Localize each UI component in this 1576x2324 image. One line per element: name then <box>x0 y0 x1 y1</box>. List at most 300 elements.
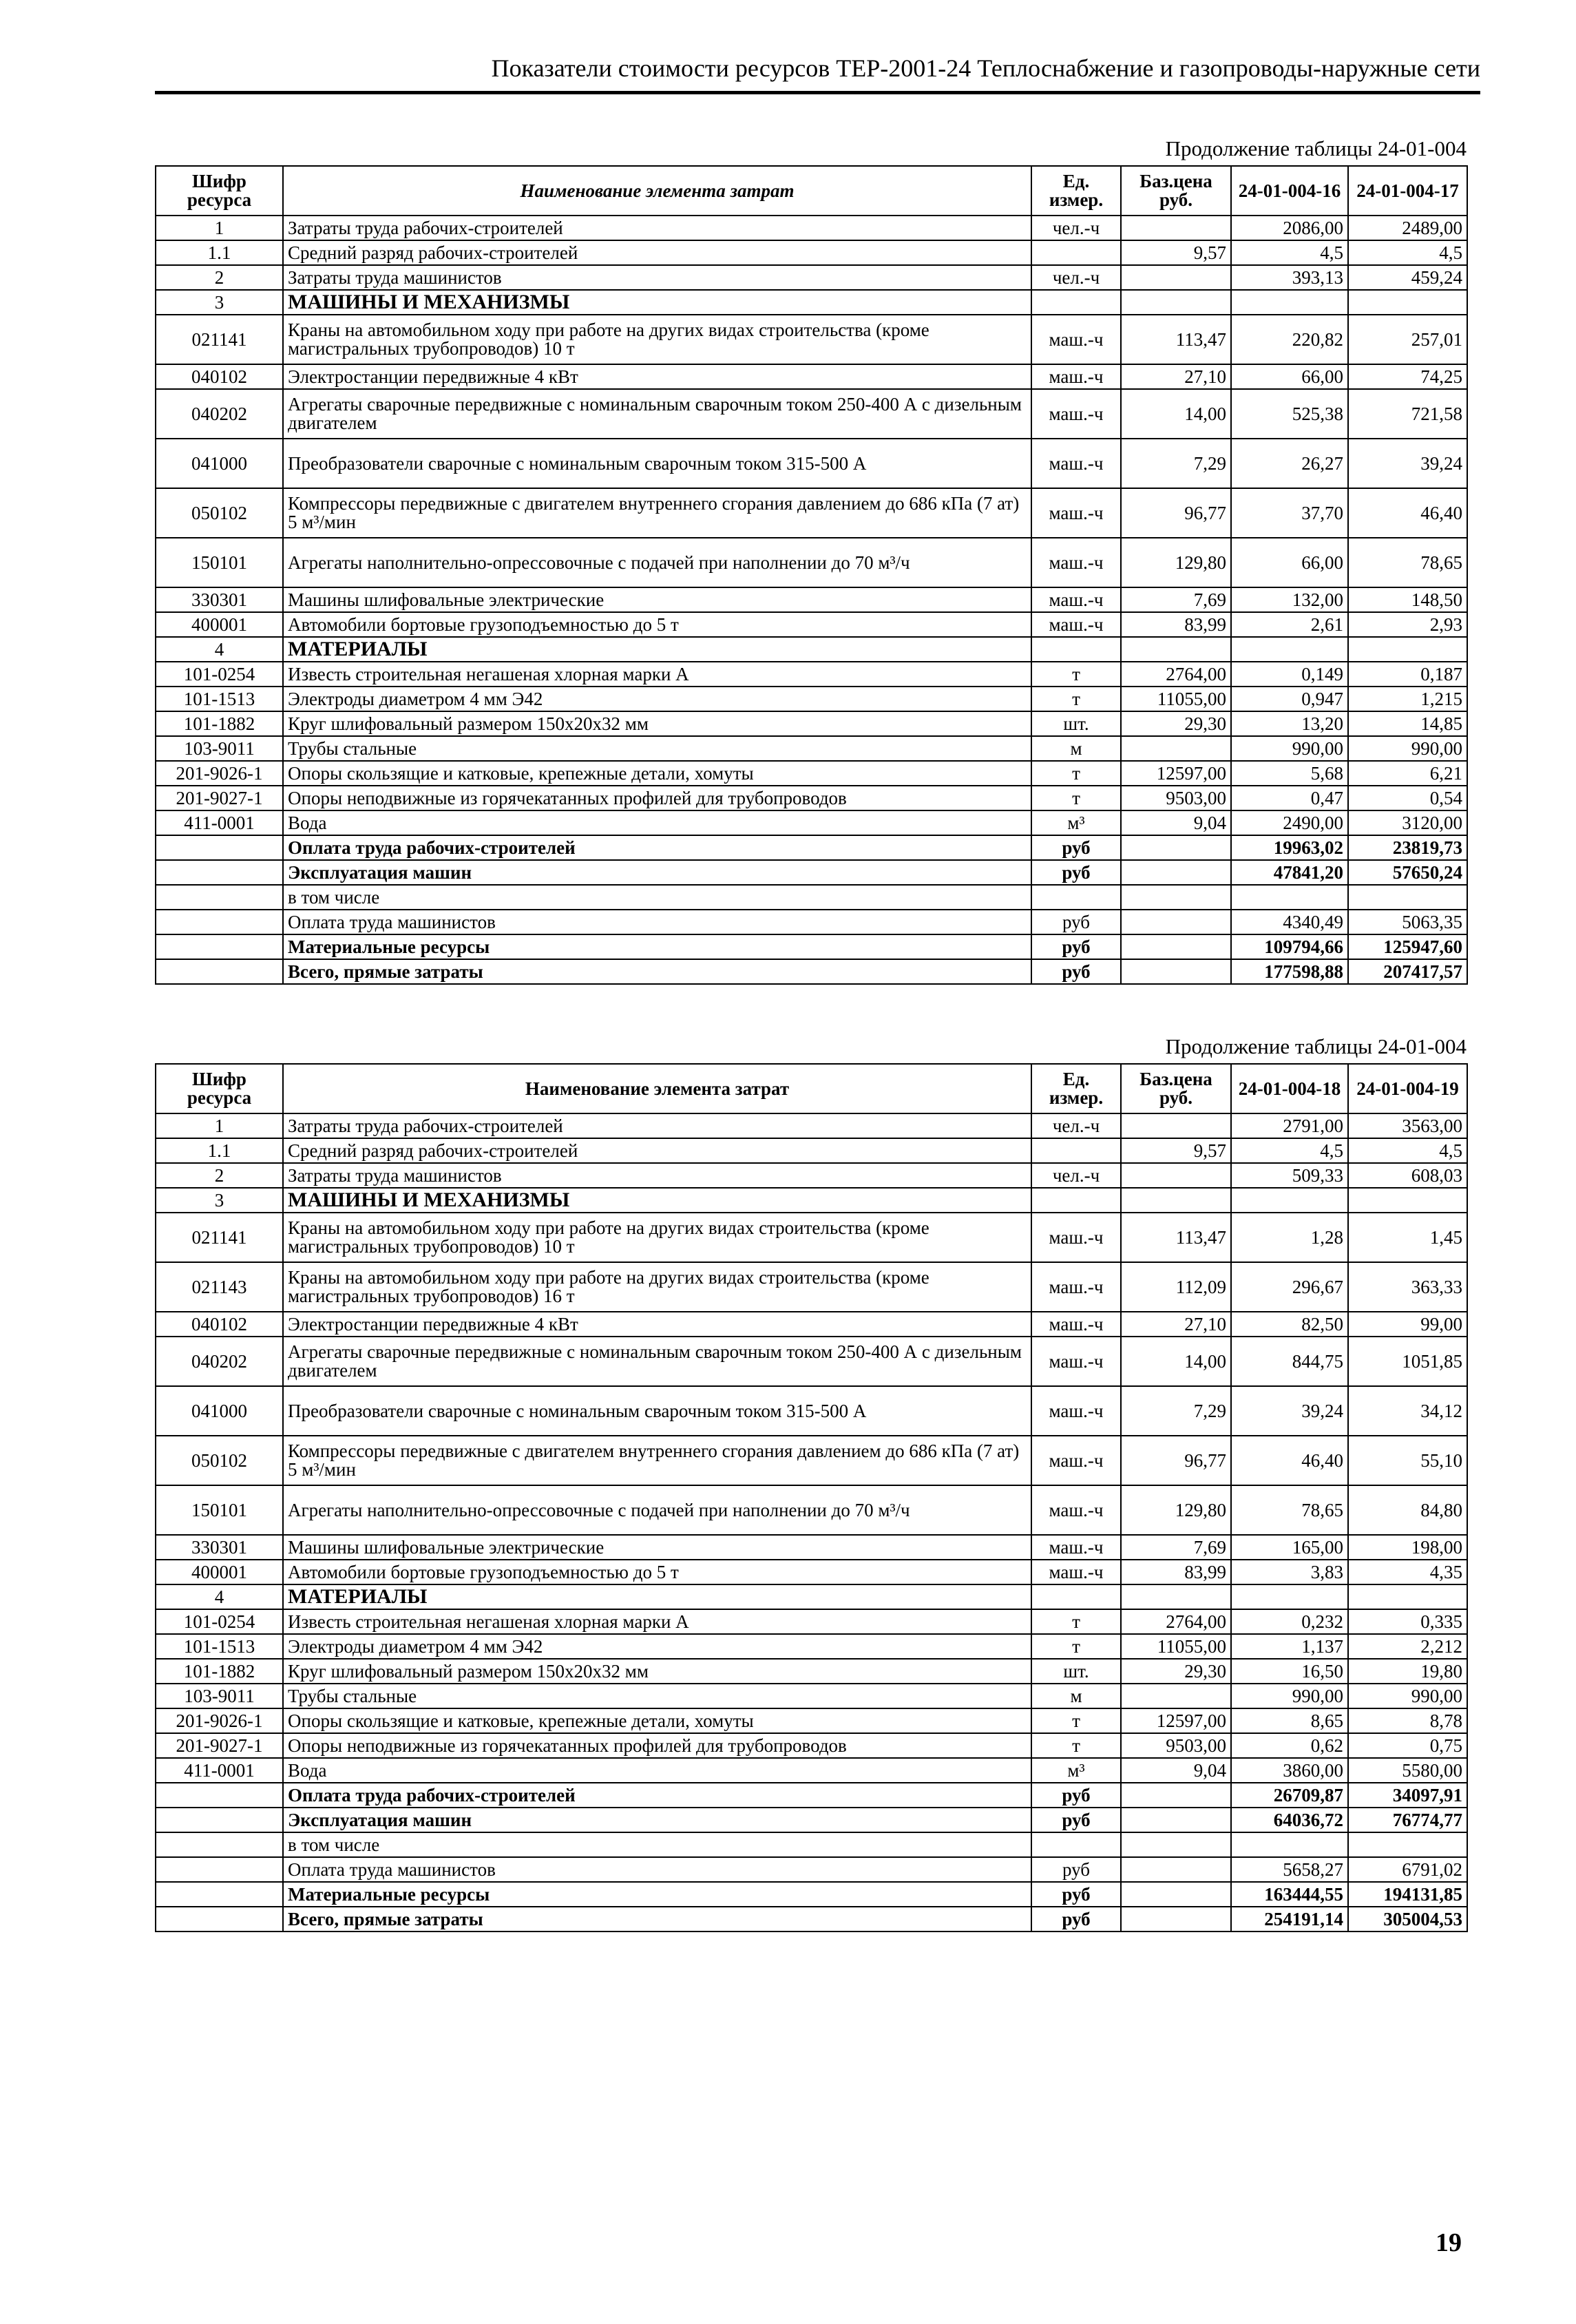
table-row <box>156 439 1467 488</box>
norm-value-cell: 47841,20 <box>1231 860 1348 885</box>
unit-cell: т <box>1031 1733 1121 1758</box>
unit-cell <box>1031 1138 1121 1163</box>
norm-value-cell: 76774,77 <box>1348 1808 1467 1832</box>
norm-value-cell: 74,25 <box>1348 364 1467 389</box>
unit-cell: т <box>1031 687 1121 711</box>
resource-name-cell: Опоры неподвижные из горячекатанных профилей для трубопроводов <box>283 1733 1031 1758</box>
base-price-cell <box>1121 1684 1231 1708</box>
unit-cell: руб <box>1031 1857 1121 1882</box>
base-price-cell: 9,57 <box>1121 240 1231 265</box>
resource-code-cell: 041000 <box>156 1386 283 1436</box>
norm-value-cell: 5658,27 <box>1231 1857 1348 1882</box>
summary-row <box>156 1907 1467 1932</box>
base-price-cell: 2764,00 <box>1121 662 1231 687</box>
norm-value-cell: 26709,87 <box>1231 1783 1348 1808</box>
base-price-cell: 83,99 <box>1121 1560 1231 1584</box>
resource-name-cell: Краны на автомобильном ходу при работе на других видах строительства (кроме магистральных трубопроводов) 16 т <box>283 1262 1031 1312</box>
section-row <box>156 1188 1467 1213</box>
base-price-cell: 29,30 <box>1121 711 1231 736</box>
col-header-price: Баз.цена руб. <box>1121 1064 1231 1113</box>
norm-value-cell <box>1231 885 1348 910</box>
norm-value-cell: 4,5 <box>1348 240 1467 265</box>
table-row <box>156 538 1467 587</box>
resource-name-cell: Автомобили бортовые грузоподъемностью до 5 т <box>283 612 1031 637</box>
resource-table-1 <box>155 165 1468 985</box>
norm-value-cell: 84,80 <box>1348 1485 1467 1535</box>
unit-cell: т <box>1031 1609 1121 1634</box>
resource-code-cell: 050102 <box>156 488 283 538</box>
norm-value-cell: 2489,00 <box>1348 216 1467 240</box>
table-row <box>156 736 1467 761</box>
unit-cell: маш.-ч <box>1031 1213 1121 1262</box>
resource-name-cell: МАТЕРИАЛЫ <box>283 1584 1031 1609</box>
resource-name-cell: Компрессоры передвижные с двигателем внутреннего сгорания давлением до 686 кПа (7 ат) 5 м³/мин <box>283 488 1031 538</box>
norm-value-cell: 990,00 <box>1231 736 1348 761</box>
resource-name-cell: Электростанции передвижные 4 кВт <box>283 364 1031 389</box>
unit-cell: м³ <box>1031 1758 1121 1783</box>
resource-name-cell: Средний разряд рабочих-строителей <box>283 1138 1031 1163</box>
unit-cell <box>1031 1584 1121 1609</box>
resource-code-cell: 150101 <box>156 538 283 587</box>
resource-name-cell: Электроды диаметром 4 мм Э42 <box>283 1634 1031 1659</box>
resource-code-cell: 330301 <box>156 1535 283 1560</box>
resource-name-cell: Эксплуатация машин <box>283 1808 1031 1832</box>
base-price-cell <box>1121 736 1231 761</box>
norm-value-cell: 3563,00 <box>1348 1113 1467 1138</box>
base-price-cell <box>1121 885 1231 910</box>
base-price-cell: 29,30 <box>1121 1659 1231 1684</box>
unit-cell <box>1031 1188 1121 1213</box>
table-1-caption: Продолжение таблицы 24-01-004 <box>1165 136 1467 160</box>
resource-code-cell: 411-0001 <box>156 1758 283 1783</box>
table-row <box>156 1634 1467 1659</box>
table-row <box>156 1138 1467 1163</box>
resource-code-cell: 103-9011 <box>156 736 283 761</box>
table-row <box>156 1113 1467 1138</box>
resource-name-cell: Компрессоры передвижные с двигателем внутреннего сгорания давлением до 686 кПа (7 ат) 5 м³/мин <box>283 1436 1031 1485</box>
resource-name-cell: Трубы стальные <box>283 736 1031 761</box>
resource-code-cell: 3 <box>156 290 283 315</box>
table-row <box>156 1684 1467 1708</box>
summary-row <box>156 1882 1467 1907</box>
base-price-cell <box>1121 860 1231 885</box>
resource-code-cell: 101-0254 <box>156 1609 283 1634</box>
resource-name-cell: Материальные ресурсы <box>283 1882 1031 1907</box>
base-price-cell <box>1121 637 1231 662</box>
col-header-unit: Ед. измер. <box>1031 166 1121 216</box>
table-row <box>156 1535 1467 1560</box>
unit-cell: руб <box>1031 1907 1121 1932</box>
unit-cell: м³ <box>1031 810 1121 835</box>
unit-cell: маш.-ч <box>1031 612 1121 637</box>
norm-value-cell: 5580,00 <box>1348 1758 1467 1783</box>
resource-name-cell: МАШИНЫ И МЕХАНИЗМЫ <box>283 1188 1031 1213</box>
resource-code-cell: 050102 <box>156 1436 283 1485</box>
norm-value-cell: 34097,91 <box>1348 1783 1467 1808</box>
col-header-name: Наименование элемента затрат <box>283 166 1031 216</box>
base-price-cell <box>1121 1808 1231 1832</box>
norm-value-cell: 844,75 <box>1231 1337 1348 1386</box>
norm-value-cell: 0,947 <box>1231 687 1348 711</box>
unit-cell: чел.-ч <box>1031 265 1121 290</box>
norm-value-cell: 207417,57 <box>1348 959 1467 984</box>
resource-code-cell: 101-1882 <box>156 1659 283 1684</box>
resource-code-cell: 201-9026-1 <box>156 1708 283 1733</box>
norm-value-cell: 78,65 <box>1231 1485 1348 1535</box>
base-price-cell: 9,04 <box>1121 810 1231 835</box>
col-header-norm-18: 24-01-004-18 <box>1231 1064 1348 1113</box>
resource-name-cell: Материальные ресурсы <box>283 934 1031 959</box>
norm-value-cell: 1,215 <box>1348 687 1467 711</box>
unit-cell <box>1031 240 1121 265</box>
unit-cell: руб <box>1031 1783 1121 1808</box>
norm-value-cell: 4,5 <box>1231 240 1348 265</box>
resource-code-cell: 150101 <box>156 1485 283 1535</box>
resource-code-cell <box>156 835 283 860</box>
unit-cell: маш.-ч <box>1031 389 1121 439</box>
summary-row <box>156 860 1467 885</box>
norm-value-cell: 1,137 <box>1231 1634 1348 1659</box>
norm-value-cell: 64036,72 <box>1231 1808 1348 1832</box>
base-price-cell <box>1121 1584 1231 1609</box>
resource-code-cell: 330301 <box>156 587 283 612</box>
norm-value-cell: 2,61 <box>1231 612 1348 637</box>
norm-value-cell: 66,00 <box>1231 364 1348 389</box>
resource-code-cell: 041000 <box>156 439 283 488</box>
table-row <box>156 1708 1467 1733</box>
resource-name-cell: Опоры скользящие и катковые, крепежные детали, хомуты <box>283 761 1031 786</box>
table-row <box>156 389 1467 439</box>
table-row <box>156 662 1467 687</box>
norm-value-cell: 0,54 <box>1348 786 1467 810</box>
norm-value-cell: 257,01 <box>1348 315 1467 364</box>
col-header-norm-17: 24-01-004-17 <box>1348 166 1467 216</box>
resource-name-cell: в том числе <box>283 885 1031 910</box>
base-price-cell: 14,00 <box>1121 389 1231 439</box>
norm-value-cell: 26,27 <box>1231 439 1348 488</box>
norm-value-cell: 2086,00 <box>1231 216 1348 240</box>
base-price-cell <box>1121 1882 1231 1907</box>
base-price-cell <box>1121 1113 1231 1138</box>
summary-row <box>156 959 1467 984</box>
base-price-cell: 83,99 <box>1121 612 1231 637</box>
norm-value-cell: 99,00 <box>1348 1312 1467 1337</box>
unit-cell: маш.-ч <box>1031 1535 1121 1560</box>
summary-row <box>156 910 1467 934</box>
norm-value-cell: 78,65 <box>1348 538 1467 587</box>
resource-code-cell: 400001 <box>156 1560 283 1584</box>
norm-value-cell: 990,00 <box>1348 736 1467 761</box>
resource-name-cell: Оплата труда рабочих-строителей <box>283 835 1031 860</box>
col-header-norm-19: 24-01-004-19 <box>1348 1064 1467 1113</box>
norm-value-cell: 4,5 <box>1348 1138 1467 1163</box>
norm-value-cell: 39,24 <box>1231 1386 1348 1436</box>
base-price-cell: 11055,00 <box>1121 687 1231 711</box>
unit-cell: маш.-ч <box>1031 364 1121 389</box>
norm-value-cell: 0,62 <box>1231 1733 1348 1758</box>
norm-value-cell <box>1231 1832 1348 1857</box>
norm-value-cell: 721,58 <box>1348 389 1467 439</box>
table-row <box>156 265 1467 290</box>
resource-code-cell: 101-1513 <box>156 687 283 711</box>
table-row <box>156 1436 1467 1485</box>
base-price-cell: 7,69 <box>1121 1535 1231 1560</box>
norm-value-cell: 0,187 <box>1348 662 1467 687</box>
resource-name-cell: Электростанции передвижные 4 кВт <box>283 1312 1031 1337</box>
unit-cell: маш.-ч <box>1031 315 1121 364</box>
unit-cell: маш.-ч <box>1031 1485 1121 1535</box>
base-price-cell: 113,47 <box>1121 1213 1231 1262</box>
base-price-cell <box>1121 216 1231 240</box>
summary-row <box>156 1857 1467 1882</box>
unit-cell <box>1031 1832 1121 1857</box>
norm-value-cell: 194131,85 <box>1348 1882 1467 1907</box>
base-price-cell: 7,29 <box>1121 1386 1231 1436</box>
base-price-cell: 27,10 <box>1121 364 1231 389</box>
base-price-cell: 14,00 <box>1121 1337 1231 1386</box>
unit-cell: руб <box>1031 934 1121 959</box>
norm-value-cell: 393,13 <box>1231 265 1348 290</box>
resource-name-cell: Агрегаты сварочные передвижные с номинальным сварочным током 250-400 А с дизельным двигателем <box>283 1337 1031 1386</box>
norm-value-cell: 3,83 <box>1231 1560 1348 1584</box>
resource-code-cell: 101-1513 <box>156 1634 283 1659</box>
resource-name-cell: Затраты труда рабочих-строителей <box>283 216 1031 240</box>
base-price-cell: 129,80 <box>1121 538 1231 587</box>
norm-value-cell: 16,50 <box>1231 1659 1348 1684</box>
resource-code-cell <box>156 1907 283 1932</box>
header-divider <box>155 91 1480 94</box>
unit-cell: чел.-ч <box>1031 216 1121 240</box>
resource-name-cell: Агрегаты наполнительно-опрессовочные с подачей при наполнении до 70 м³/ч <box>283 1485 1031 1535</box>
base-price-cell: 112,09 <box>1121 1262 1231 1312</box>
resource-code-cell: 040102 <box>156 364 283 389</box>
unit-cell: руб <box>1031 959 1121 984</box>
unit-cell: маш.-ч <box>1031 488 1121 538</box>
norm-value-cell: 5063,35 <box>1348 910 1467 934</box>
col-header-price: Баз.цена руб. <box>1121 166 1231 216</box>
table-row <box>156 240 1467 265</box>
resource-name-cell: Оплата труда машинистов <box>283 1857 1031 1882</box>
unit-cell: руб <box>1031 1808 1121 1832</box>
norm-value-cell: 39,24 <box>1348 439 1467 488</box>
table-row <box>156 364 1467 389</box>
norm-value-cell: 0,75 <box>1348 1733 1467 1758</box>
base-price-cell: 96,77 <box>1121 488 1231 538</box>
resource-name-cell: Затраты труда машинистов <box>283 1163 1031 1188</box>
resource-code-cell <box>156 910 283 934</box>
table-row <box>156 1312 1467 1337</box>
resource-name-cell: МАШИНЫ И МЕХАНИЗМЫ <box>283 290 1031 315</box>
norm-value-cell <box>1348 1584 1467 1609</box>
col-header-code: Шифр ресурса <box>156 1064 283 1113</box>
norm-value-cell: 8,78 <box>1348 1708 1467 1733</box>
table-row <box>156 1758 1467 1783</box>
unit-cell: руб <box>1031 835 1121 860</box>
norm-value-cell: 23819,73 <box>1348 835 1467 860</box>
norm-value-cell: 220,82 <box>1231 315 1348 364</box>
norm-value-cell: 525,38 <box>1231 389 1348 439</box>
norm-value-cell: 6,21 <box>1348 761 1467 786</box>
resource-code-cell: 1.1 <box>156 240 283 265</box>
norm-value-cell <box>1231 1188 1348 1213</box>
resource-code-cell: 101-0254 <box>156 662 283 687</box>
base-price-cell <box>1121 1857 1231 1882</box>
norm-value-cell: 4,5 <box>1231 1138 1348 1163</box>
summary-row <box>156 1832 1467 1857</box>
base-price-cell: 12597,00 <box>1121 1708 1231 1733</box>
norm-value-cell: 19963,02 <box>1231 835 1348 860</box>
unit-cell: маш.-ч <box>1031 538 1121 587</box>
summary-row <box>156 885 1467 910</box>
norm-value-cell: 0,149 <box>1231 662 1348 687</box>
unit-cell: маш.-ч <box>1031 1262 1121 1312</box>
resource-name-cell: Краны на автомобильном ходу при работе на других видах строительства (кроме магистральных трубопроводов) 10 т <box>283 1213 1031 1262</box>
norm-value-cell: 4340,49 <box>1231 910 1348 934</box>
summary-row <box>156 934 1467 959</box>
resource-code-cell <box>156 1808 283 1832</box>
resource-code-cell <box>156 1857 283 1882</box>
table-row <box>156 1609 1467 1634</box>
norm-value-cell: 163444,55 <box>1231 1882 1348 1907</box>
resource-code-cell: 101-1882 <box>156 711 283 736</box>
page-number: 19 <box>1436 2228 1462 2257</box>
table-row <box>156 1213 1467 1262</box>
norm-value-cell: 8,65 <box>1231 1708 1348 1733</box>
base-price-cell <box>1121 934 1231 959</box>
table-row <box>156 1386 1467 1436</box>
base-price-cell: 9,04 <box>1121 1758 1231 1783</box>
table-row <box>156 1560 1467 1584</box>
resource-name-cell: Трубы стальные <box>283 1684 1031 1708</box>
norm-value-cell: 1,28 <box>1231 1213 1348 1262</box>
resource-code-cell: 201-9026-1 <box>156 761 283 786</box>
norm-value-cell: 2791,00 <box>1231 1113 1348 1138</box>
resource-name-cell: Известь строительная негашеная хлорная марки А <box>283 1609 1031 1634</box>
base-price-cell <box>1121 290 1231 315</box>
resource-code-cell: 400001 <box>156 612 283 637</box>
unit-cell: маш.-ч <box>1031 1312 1121 1337</box>
resource-name-cell: Вода <box>283 1758 1031 1783</box>
resource-code-cell: 3 <box>156 1188 283 1213</box>
base-price-cell: 7,29 <box>1121 439 1231 488</box>
norm-value-cell: 2,93 <box>1348 612 1467 637</box>
resource-name-cell: Эксплуатация машин <box>283 860 1031 885</box>
unit-cell <box>1031 885 1121 910</box>
table-row <box>156 315 1467 364</box>
resource-name-cell: Автомобили бортовые грузоподъемностью до 5 т <box>283 1560 1031 1584</box>
norm-value-cell: 132,00 <box>1231 587 1348 612</box>
resource-name-cell: Всего, прямые затраты <box>283 1907 1031 1932</box>
table-row <box>156 216 1467 240</box>
norm-value-cell: 459,24 <box>1348 265 1467 290</box>
unit-cell: чел.-ч <box>1031 1163 1121 1188</box>
norm-value-cell: 55,10 <box>1348 1436 1467 1485</box>
summary-row <box>156 1808 1467 1832</box>
col-header-unit: Ед. измер. <box>1031 1064 1121 1113</box>
norm-value-cell <box>1231 637 1348 662</box>
resource-name-cell: Круг шлифовальный размером 150х20х32 мм <box>283 711 1031 736</box>
norm-value-cell: 34,12 <box>1348 1386 1467 1436</box>
norm-value-cell: 0,232 <box>1231 1609 1348 1634</box>
resource-name-cell: Машины шлифовальные электрические <box>283 587 1031 612</box>
unit-cell: т <box>1031 786 1121 810</box>
resource-code-cell <box>156 885 283 910</box>
norm-value-cell: 5,68 <box>1231 761 1348 786</box>
resource-code-cell: 1 <box>156 216 283 240</box>
resource-name-cell: в том числе <box>283 1832 1031 1857</box>
unit-cell: чел.-ч <box>1031 1113 1121 1138</box>
norm-value-cell: 19,80 <box>1348 1659 1467 1684</box>
resource-name-cell: Электроды диаметром 4 мм Э42 <box>283 687 1031 711</box>
base-price-cell: 129,80 <box>1121 1485 1231 1535</box>
resource-name-cell: Оплата труда рабочих-строителей <box>283 1783 1031 1808</box>
norm-value-cell: 3860,00 <box>1231 1758 1348 1783</box>
base-price-cell <box>1121 1832 1231 1857</box>
table-row <box>156 1337 1467 1386</box>
table-row <box>156 1485 1467 1535</box>
table-row <box>156 1163 1467 1188</box>
base-price-cell <box>1121 265 1231 290</box>
table-row <box>156 687 1467 711</box>
col-header-code: Шифр ресурса <box>156 166 283 216</box>
norm-value-cell: 82,50 <box>1231 1312 1348 1337</box>
norm-value-cell <box>1348 885 1467 910</box>
page-header-title: Показатели стоимости ресурсов ТЕР-2001-24 Теплоснабжение и газопроводы-наружные сети <box>491 54 1480 82</box>
resource-code-cell: 2 <box>156 265 283 290</box>
resource-name-cell: Опоры неподвижные из горячекатанных профилей для трубопроводов <box>283 786 1031 810</box>
unit-cell <box>1031 290 1121 315</box>
base-price-cell: 2764,00 <box>1121 1609 1231 1634</box>
section-row <box>156 290 1467 315</box>
norm-value-cell: 125947,60 <box>1348 934 1467 959</box>
resource-name-cell: Круг шлифовальный размером 150х20х32 мм <box>283 1659 1031 1684</box>
table-row <box>156 761 1467 786</box>
norm-value-cell: 254191,14 <box>1231 1907 1348 1932</box>
summary-row <box>156 835 1467 860</box>
norm-value-cell: 0,47 <box>1231 786 1348 810</box>
resource-name-cell: Затраты труда рабочих-строителей <box>283 1113 1031 1138</box>
resource-code-cell <box>156 1882 283 1907</box>
norm-value-cell: 6791,02 <box>1348 1857 1467 1882</box>
base-price-cell <box>1121 1163 1231 1188</box>
resource-code-cell <box>156 934 283 959</box>
section-row <box>156 1584 1467 1609</box>
norm-value-cell: 3120,00 <box>1348 810 1467 835</box>
table-row <box>156 810 1467 835</box>
base-price-cell <box>1121 959 1231 984</box>
resource-name-cell: Машины шлифовальные электрические <box>283 1535 1031 1560</box>
table-row <box>156 1733 1467 1758</box>
resource-code-cell: 040102 <box>156 1312 283 1337</box>
table-row <box>156 1659 1467 1684</box>
resource-code-cell: 1 <box>156 1113 283 1138</box>
table-row <box>156 1262 1467 1312</box>
resource-code-cell: 021141 <box>156 1213 283 1262</box>
norm-value-cell: 14,85 <box>1348 711 1467 736</box>
norm-value-cell: 165,00 <box>1231 1535 1348 1560</box>
norm-value-cell <box>1231 290 1348 315</box>
resource-code-cell: 021141 <box>156 315 283 364</box>
unit-cell: маш.-ч <box>1031 587 1121 612</box>
unit-cell: руб <box>1031 1882 1121 1907</box>
norm-value-cell <box>1348 1832 1467 1857</box>
norm-value-cell: 37,70 <box>1231 488 1348 538</box>
resource-code-cell: 040202 <box>156 389 283 439</box>
norm-value-cell: 363,33 <box>1348 1262 1467 1312</box>
norm-value-cell <box>1348 1188 1467 1213</box>
norm-value-cell: 177598,88 <box>1231 959 1348 984</box>
resource-code-cell: 2 <box>156 1163 283 1188</box>
